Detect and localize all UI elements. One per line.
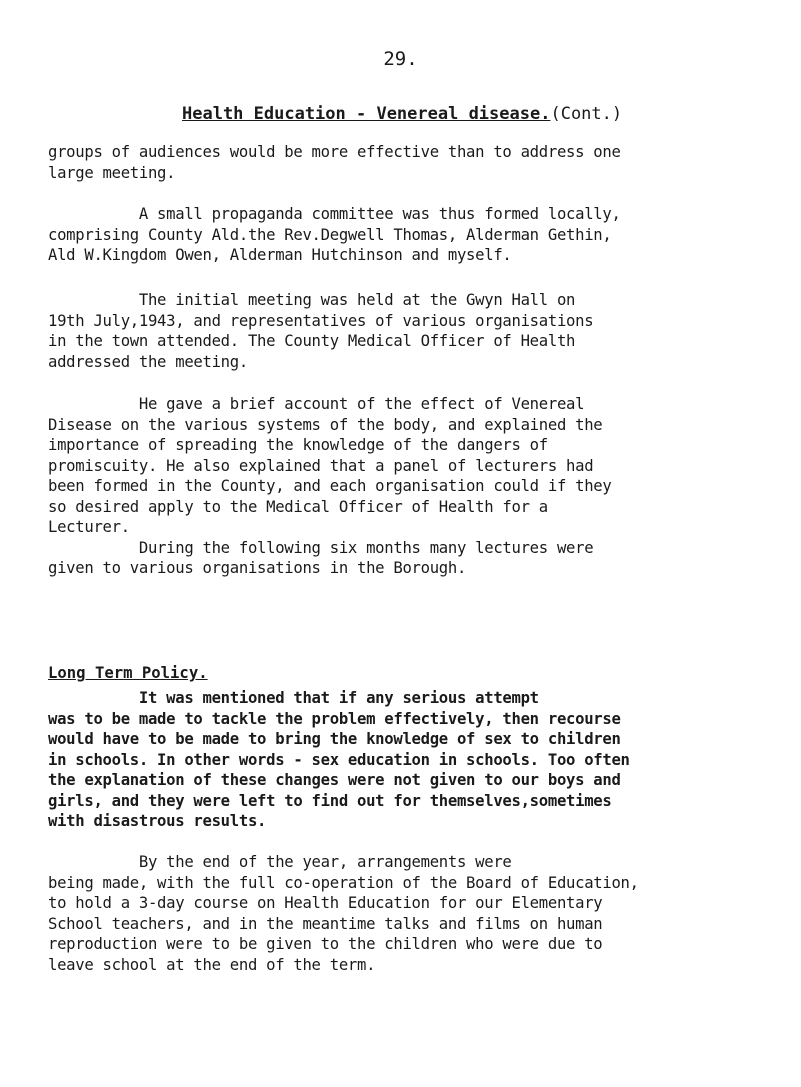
section-heading — [182, 104, 622, 124]
paragraph-initial-meeting: The initial meeting was held at the Gwyn Hall on 19th July,1943, and representatives of various organisations in the town attended. The County Medical Officer of Health addressed the meeting. — [48, 291, 594, 371]
paragraph-long-term: It was mentioned that if any serious attempt was to be made to tackle the problem effectively, then recourse would have to be made to bring the knowledge of sex to children in schools. In other words - sex education in schools. Too often the explanation of these changes were not given to our boys and girls, and they were left to find out for themselves,sometimes with disastrous results. — [48, 689, 630, 830]
paragraph-final: By the end of the year, arrangements were being made, with the full co-operation of the Board of Education, to hold a 3-day course on Health Education for our Elementary School teachers, and in the meantime talks and films on human reproduction were to be given to the children who were due to leave school at the end of the term. — [48, 853, 639, 974]
paragraph-committee: A small propaganda committee was thus formed locally, comprising County Ald.the Rev.Degwell Thomas, Alderman Gethin, Ald W.Kingdom Owen, Alderman Hutchinson and myself. — [48, 205, 621, 264]
page-number: 29. — [383, 48, 418, 70]
paragraph-account: He gave a brief account of the effect of Venereal Disease on the various systems of the body, and explained the importance of spreading the knowledge of the dangers of promiscuity. He also explained that a panel of lecturers had been formed in the County, and each organisation could if they so desired apply to the Medical Officer of Health for a Lecturer. During the following six months many lectures were given to various organisations in the Borough. — [48, 395, 612, 577]
heading-suffix: (Cont.) — [550, 104, 623, 124]
paragraph-intro: groups of audiences would be more effective than to address one large meeting. — [48, 143, 621, 182]
heading-title: Health Education - Venereal disease. — [182, 104, 551, 124]
subheading-long-term-policy: Long Term Policy. — [48, 664, 208, 682]
